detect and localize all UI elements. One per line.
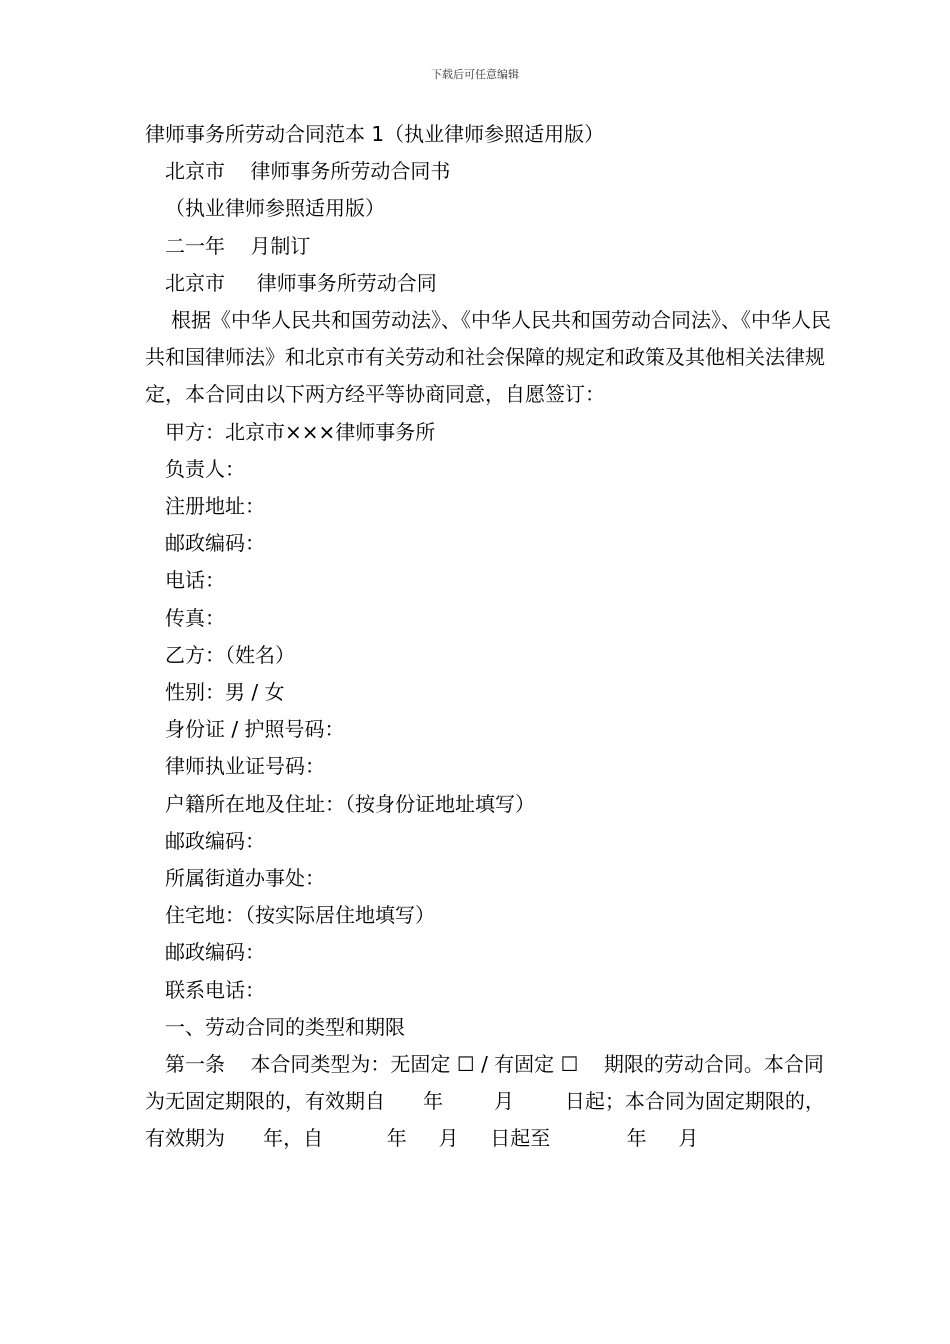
contract-title-line: 北京市 律师事务所劳动合同: [165, 270, 437, 295]
party-a-postcode: 邮政编码：: [165, 531, 265, 556]
party-b-postcode-2: 邮政编码：: [165, 940, 265, 965]
party-b-sex: 性别：男 / 女: [165, 680, 285, 705]
page-header-note: 下载后可任意编辑: [431, 68, 519, 81]
party-b-contact-phone: 联系电话：: [165, 977, 265, 1002]
party-b-name: 乙方：（姓名）: [165, 642, 295, 667]
preamble-paragraph: 根据《中华人民共和国劳动法》、《中华人民共和国劳动合同法》、《中华人民共和国律师法》和北京市有关劳动和社会保障的规定和政策及其他相关法律规定，本合同由以下两方经平等协商同意，自愿签订：: [145, 308, 831, 407]
party-b-postcode-1: 邮政编码：: [165, 828, 265, 853]
contract-subheading: （执业律师参照适用版）: [165, 196, 385, 221]
party-a-responsible-person: 负责人：: [165, 456, 245, 481]
document-body: [145, 116, 835, 1158]
contract-date-line: 二一年 月制订: [165, 233, 311, 258]
party-b-street-office: 所属街道办事处：: [165, 866, 325, 891]
party-b-id-number: 身份证 / 护照号码：: [165, 717, 345, 742]
document-title: 律师事务所劳动合同范本 1（执业律师参照适用版）: [145, 122, 605, 146]
contract-heading: 北京市 律师事务所劳动合同书: [165, 159, 451, 184]
party-b-household-address: 户籍所在地及住址：（按身份证地址填写）: [165, 791, 535, 816]
party-b-license-number: 律师执业证号码：: [165, 754, 325, 779]
party-a-phone: 电话：: [165, 568, 225, 593]
party-a-registered-address: 注册地址：: [165, 494, 265, 519]
section-1-heading: 一、劳动合同的类型和期限: [165, 1014, 405, 1039]
party-a-fax: 传真：: [165, 605, 225, 630]
party-a-name: 甲方：北京市×××律师事务所: [165, 419, 436, 444]
article-1-paragraph: 第一条 本合同类型为：无固定 ☐ / 有固定 ☐ 期限的劳动合同。本合同为无固定期限的，有效期自 年 月 日起；本合同为固定期限的，有效期为 年，自 年 月 日起至 年 月: [145, 1052, 825, 1151]
party-b-residence: 住宅地：（按实际居住地填写）: [165, 903, 435, 928]
